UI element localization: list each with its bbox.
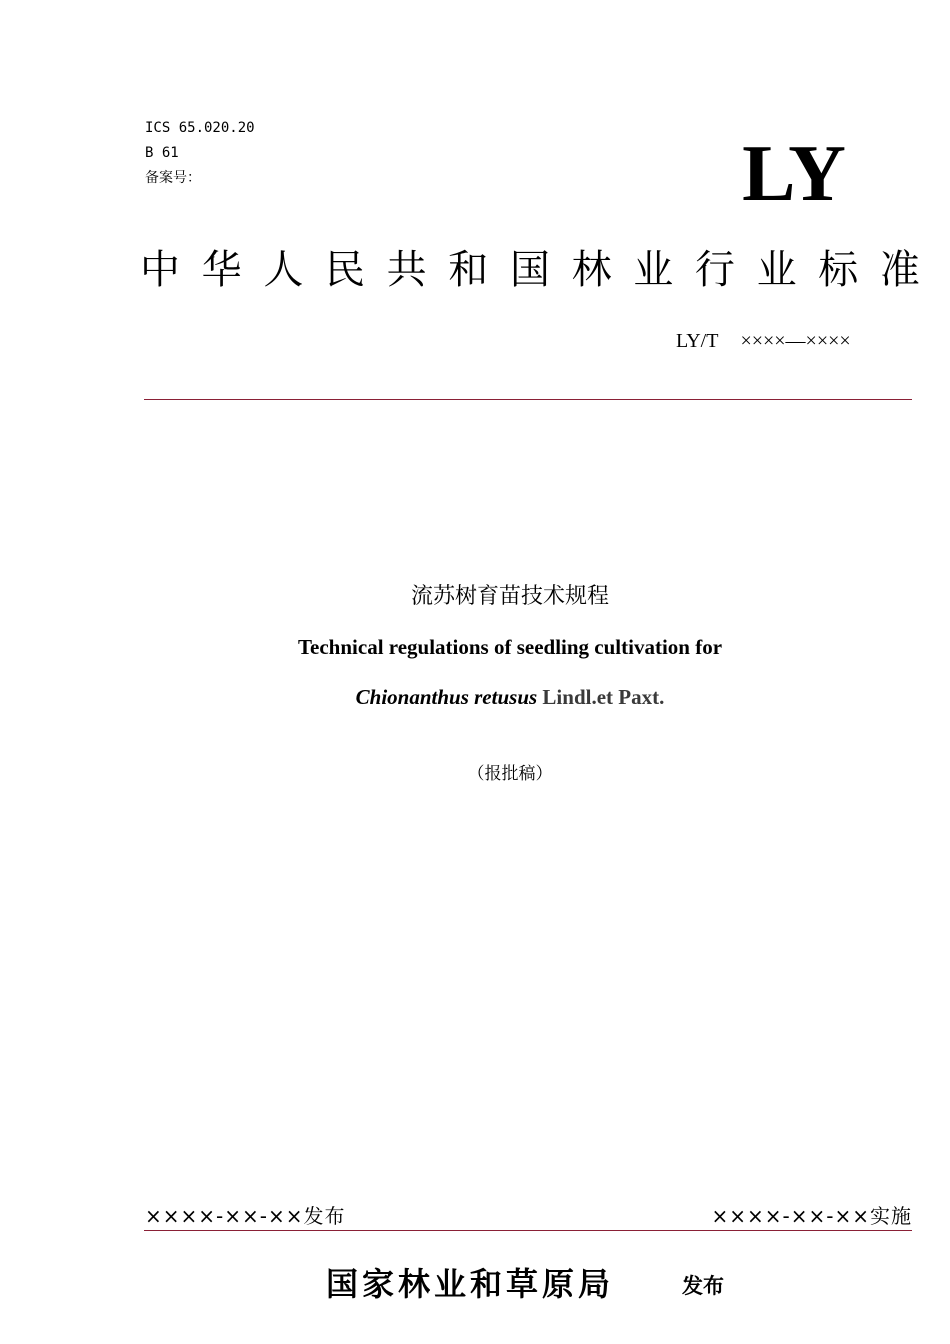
title-char: 行 bbox=[694, 247, 735, 293]
title-char: 共 bbox=[386, 247, 427, 293]
footer-divider bbox=[144, 1230, 912, 1231]
publish-date: ××××-××-××发布 bbox=[145, 1204, 346, 1228]
species-name: Chionanthus retusus bbox=[355, 685, 538, 709]
title-char: 标 bbox=[818, 247, 859, 293]
ly-logo: LY bbox=[742, 130, 846, 218]
title-char: 准 bbox=[879, 247, 920, 293]
classification-code: B 61 bbox=[145, 145, 179, 161]
title-char: 业 bbox=[756, 247, 797, 293]
title-char: 华 bbox=[201, 247, 242, 293]
publisher-name: 国家林业和草原局 bbox=[326, 1266, 615, 1302]
title-char: 和 bbox=[448, 247, 489, 293]
title-char: 中 bbox=[140, 247, 180, 293]
ics-code: ICS 65.020.20 bbox=[145, 120, 255, 136]
document-title-cn: 流苏树育苗技术规程 bbox=[410, 584, 609, 609]
standard-number bbox=[676, 327, 851, 355]
publish-label: 发布 bbox=[682, 1274, 724, 1298]
title-char: 林 bbox=[571, 247, 612, 293]
header-divider bbox=[144, 399, 912, 400]
title-char: 民 bbox=[324, 247, 365, 293]
title-char: 国 bbox=[509, 247, 550, 293]
species-authority: Lindl.et Paxt. bbox=[542, 685, 665, 709]
standard-number-value: ××××—×××× bbox=[740, 330, 851, 352]
standard-category-title bbox=[140, 240, 920, 300]
title-char: 人 bbox=[263, 247, 304, 293]
effective-date: ××××-××-××实施 bbox=[711, 1204, 912, 1228]
standard-number-prefix: LY/T bbox=[676, 330, 719, 352]
document-title-en-line2 bbox=[0, 683, 950, 711]
filing-number-label: 备案号： bbox=[145, 170, 201, 186]
document-title-en-line1: Technical regulations of seedling cultivation for bbox=[297, 635, 723, 659]
title-char: 业 bbox=[633, 247, 674, 293]
draft-status: （报批稿） bbox=[467, 764, 553, 784]
